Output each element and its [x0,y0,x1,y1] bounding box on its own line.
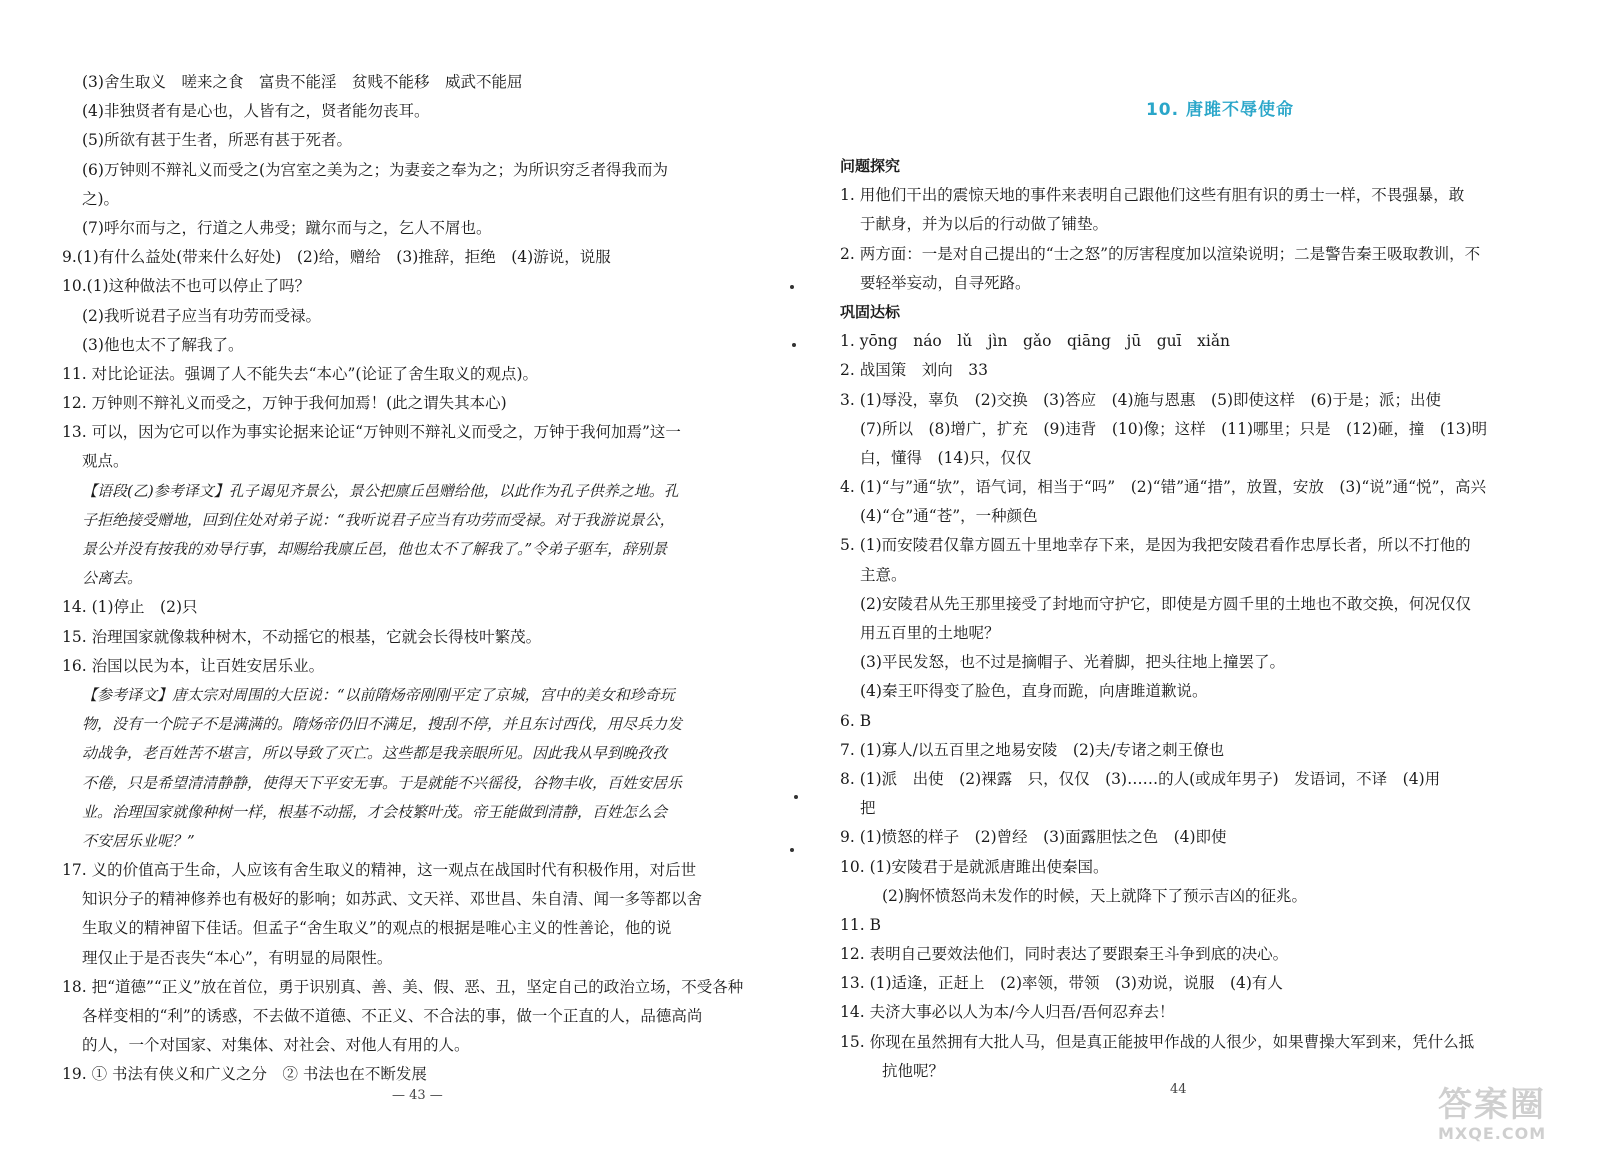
margin-dot [794,795,798,799]
text-line: 理仅止于是否丧失“本心”，有明显的局限性。 [82,948,393,967]
watermark-logo-text: 答案圈 [1438,1085,1546,1125]
text-line: (7)所以 (8)增广，扩充 (9)违背 (10)像；这样 (11)哪里；只是 (12)砸，撞 (13)明 [860,419,1488,438]
text-line: (2)安陵君从先王那里接受了封地而守护它，即使是方圆千里的土地也不敢交换，何况仅仅 [860,594,1471,613]
text-line: 生取义的精神留下佳话。但孟子“舍生取义”的观点的根据是唯心主义的性善论，他的说 [82,919,672,938]
margin-dot [790,848,794,852]
text-line: 知识分子的精神修养也有极好的影响；如苏武、文天祥、邓世昌、朱自清、闻一多等都以舍 [82,890,703,909]
text-line: 2. 战国策 刘向 33 [840,361,988,380]
text-line: (4)秦王吓得变了脸色，直身而跪，向唐雎道歉说。 [860,682,1208,701]
text-line: 11. 对比论证法。强调了人不能失去“本心”(论证了舍生取义的观点)。 [62,364,539,383]
text-line: 18. 把“道德”“正义”放在首位，勇于识别真、善、美、假、恶、丑，坚定自己的政治立场，不受各种 [62,977,744,996]
right-page-body [800,152,1600,1086]
watermark-logo [1438,1086,1588,1148]
right-page [800,0,1600,1158]
text-line: 10.(1)这种做法不也可以停止了吗？ [62,277,311,296]
text-line: 景公并没有按我的劝导行事，却赐给我廪丘邑，他也太不了解我了。”令弟子驱车，辞别景 [82,540,668,558]
text-line: (5)所欲有甚于生者，所恶有甚于死者。 [82,131,352,150]
left-page-number: — 43 — [392,1088,443,1103]
text-line: 把 [860,799,876,818]
text-line: 15. 你现在虽然拥有大批人马，但是真正能披甲作战的人很少，如果曹操大军到来，凭什么抵 [840,1032,1475,1051]
text-line: 【参考译文】唐太宗对周围的大臣说：“以前隋炀帝刚刚平定了京城，宫中的美女和珍奇玩 [82,685,675,704]
text-line: (3)平民发怒，也不过是摘帽子、光着脚，把头往地上撞罢了。 [860,653,1285,672]
text-line: 9. (1)愤怒的样子 (2)曾经 (3)面露胆怯之色 (4)即使 [840,828,1227,847]
text-line: 不安居乐业呢？” [82,831,195,850]
text-line: 不倦，只是希望清清静静，使得天下平安无事。于是就能不兴徭役，谷物丰收，百姓安居乐 [82,773,683,792]
text-line: 9.(1)有什么益处(带来什么好处) (2)给，赠给 (3)推辞，拒绝 (4)游说，说服 [62,248,611,267]
text-line: 12. 万钟则不辩礼义而受之，万钟于我何加焉！(此之谓失其本心) [62,394,507,413]
text-line: 4. (1)“与”通“欤”，语气词，相当于“吗” (2)“错”通“措”，放置，安放 (3)“说”通“悦”，高兴 [840,478,1487,497]
text-line: 16. 治国以民为本，让百姓安居乐业。 [62,656,325,675]
text-line: 业。治理国家就像种树一样，根基不动摇，才会枝繁叶茂。帝王能做到清静，百姓怎么会 [82,802,668,821]
text-line: 6. B [840,711,872,730]
text-line: 之)。 [82,189,120,208]
text-line: 10. (1)安陵君于是就派唐雎出使秦国。 [840,857,1109,876]
text-line: 12. 表明自己要效法他们，同时表达了要跟秦王斗争到底的决心。 [840,945,1289,964]
text-line: 1. 用他们干出的震惊天地的事件来表明自己跟他们这些有胆有识的勇士一样，不畏强暴，敢 [840,186,1465,205]
text-line: 白，懂得 (14)只，仅仅 [860,448,1032,467]
text-line: 14. 夫济大事必以人为本/今人归吾/吾何忍弃去！ [840,1003,1175,1022]
section-heading: 问题探究 [840,157,901,175]
text-line: (2)我听说君子应当有功劳而受禄。 [82,306,321,325]
text-line: 7. (1)寡人/以五百里之地易安陵 (2)夫/专诸之刺王僚也 [840,740,1225,759]
text-line: 公离去。 [82,569,143,588]
text-line: 观点。 [82,452,129,471]
text-line: (3)舍生取义 嗟来之食 富贵不能淫 贫贱不能移 威武不能屈 [82,73,523,91]
text-line: 15. 治理国家就像栽种树木，不动摇它的根基，它就会长得枝叶繁茂。 [62,627,542,646]
text-line: (2)胸怀愤怒尚未发作的时候，天上就降下了预示吉凶的征兆。 [882,886,1307,905]
text-line: 【语段(乙)参考译文】孔子谒见齐景公，景公把廪丘邑赠给他，以此作为孔子供养之地。孔 [82,481,679,500]
text-line: (7)呼尔而与之，行道之人弗受；蹴尔而与之，乞人不屑也。 [82,218,492,237]
text-line: (4)非独贤者有是心也，人皆有之，贤者能勿丧耳。 [82,102,430,121]
text-line: 3. (1)辱没，辜负 (2)交换 (3)答应 (4)施与恩惠 (5)即使这样 (6)于是；派；出使 [840,390,1441,409]
text-line: 17. 义的价值高于生命，人应该有舍生取义的精神，这一观点在战国时代有积极作用，对后世 [62,861,697,880]
lesson-title: 10. 唐雎不辱使命 [1145,100,1295,120]
text-line: 13. 可以，因为它可以作为事实论据来论证“万钟则不辩礼义而受之，万钟于我何加焉”这一 [62,423,681,442]
text-line: 5. (1)而安陵君仅靠方圆五十里地幸存下来，是因为我把安陵君看作忠厚长者，所以不打他的 [840,536,1471,555]
text-line: 于献身，并为以后的行动做了铺垫。 [860,215,1109,234]
text-line: 动战争，老百姓苦不堪言，所以导致了灭亡。这些都是我亲眼所见。因此我从早到晚孜孜 [82,744,668,763]
text-line: 要轻举妄动，自寻死路。 [860,273,1031,292]
text-line: 14. (1)停止 (2)只 [62,598,198,617]
margin-dot [792,343,796,347]
text-line: 8. (1)派 出使 (2)裸露 只，仅仅 (3)……的人(或成年男子) 发语词，不译 (4)用 [840,769,1441,788]
text-line: (6)万钟则不辩礼义而受之(为宫室之美为之；为妻妾之奉为之；为所识穷乏者得我而为 [82,160,669,179]
section-heading: 巩固达标 [840,302,901,321]
text-line: 的人，一个对国家、对集体、对社会、对他人有用的人。 [82,1036,470,1055]
text-line: 11. B [840,915,881,934]
text-line: 抗他呢？ [882,1061,945,1080]
text-line: 主意。 [860,565,907,584]
text-line: 13. (1)适逢，正赶上 (2)率领，带领 (3)劝说，说服 (4)有人 [840,974,1283,993]
text-line: 1. yōng náo lǔ jìn gǎo qiāng jū guī xiǎn [840,332,1231,351]
margin-dot [790,285,794,289]
text-line: 2. 两方面：一是对自己提出的“士之怒”的厉害程度加以渲染说明；二是警告秦王吸取教训，不 [840,244,1481,263]
text-line: 各样变相的“利”的诱惑，不去做不道德、不正义、不合法的事，做一个正直的人，品德高尚 [82,1007,703,1025]
text-line: (3)他也太不了解我了。 [82,335,244,354]
text-line: 子拒绝接受赠地，回到住处对弟子说：“我听说君子应当有功劳而受禄。对于我游说景公， [82,510,675,529]
text-line: 物，没有一个院子不是满满的。隋炀帝仍旧不满足，搜刮不停，并且东讨西伐，用尽兵力发 [82,715,683,734]
left-page-body [0,68,800,1090]
text-line: 用五百里的土地呢？ [860,624,1000,642]
text-line: 19. ① 书法有侠义和广义之分 ② 书法也在不断发展 [62,1065,427,1084]
text-line: (4)“仓”通“苍”，一种颜色 [860,507,1038,526]
watermark-site: MXQE.COM [1438,1124,1547,1143]
right-page-number: 44 [1170,1082,1187,1097]
